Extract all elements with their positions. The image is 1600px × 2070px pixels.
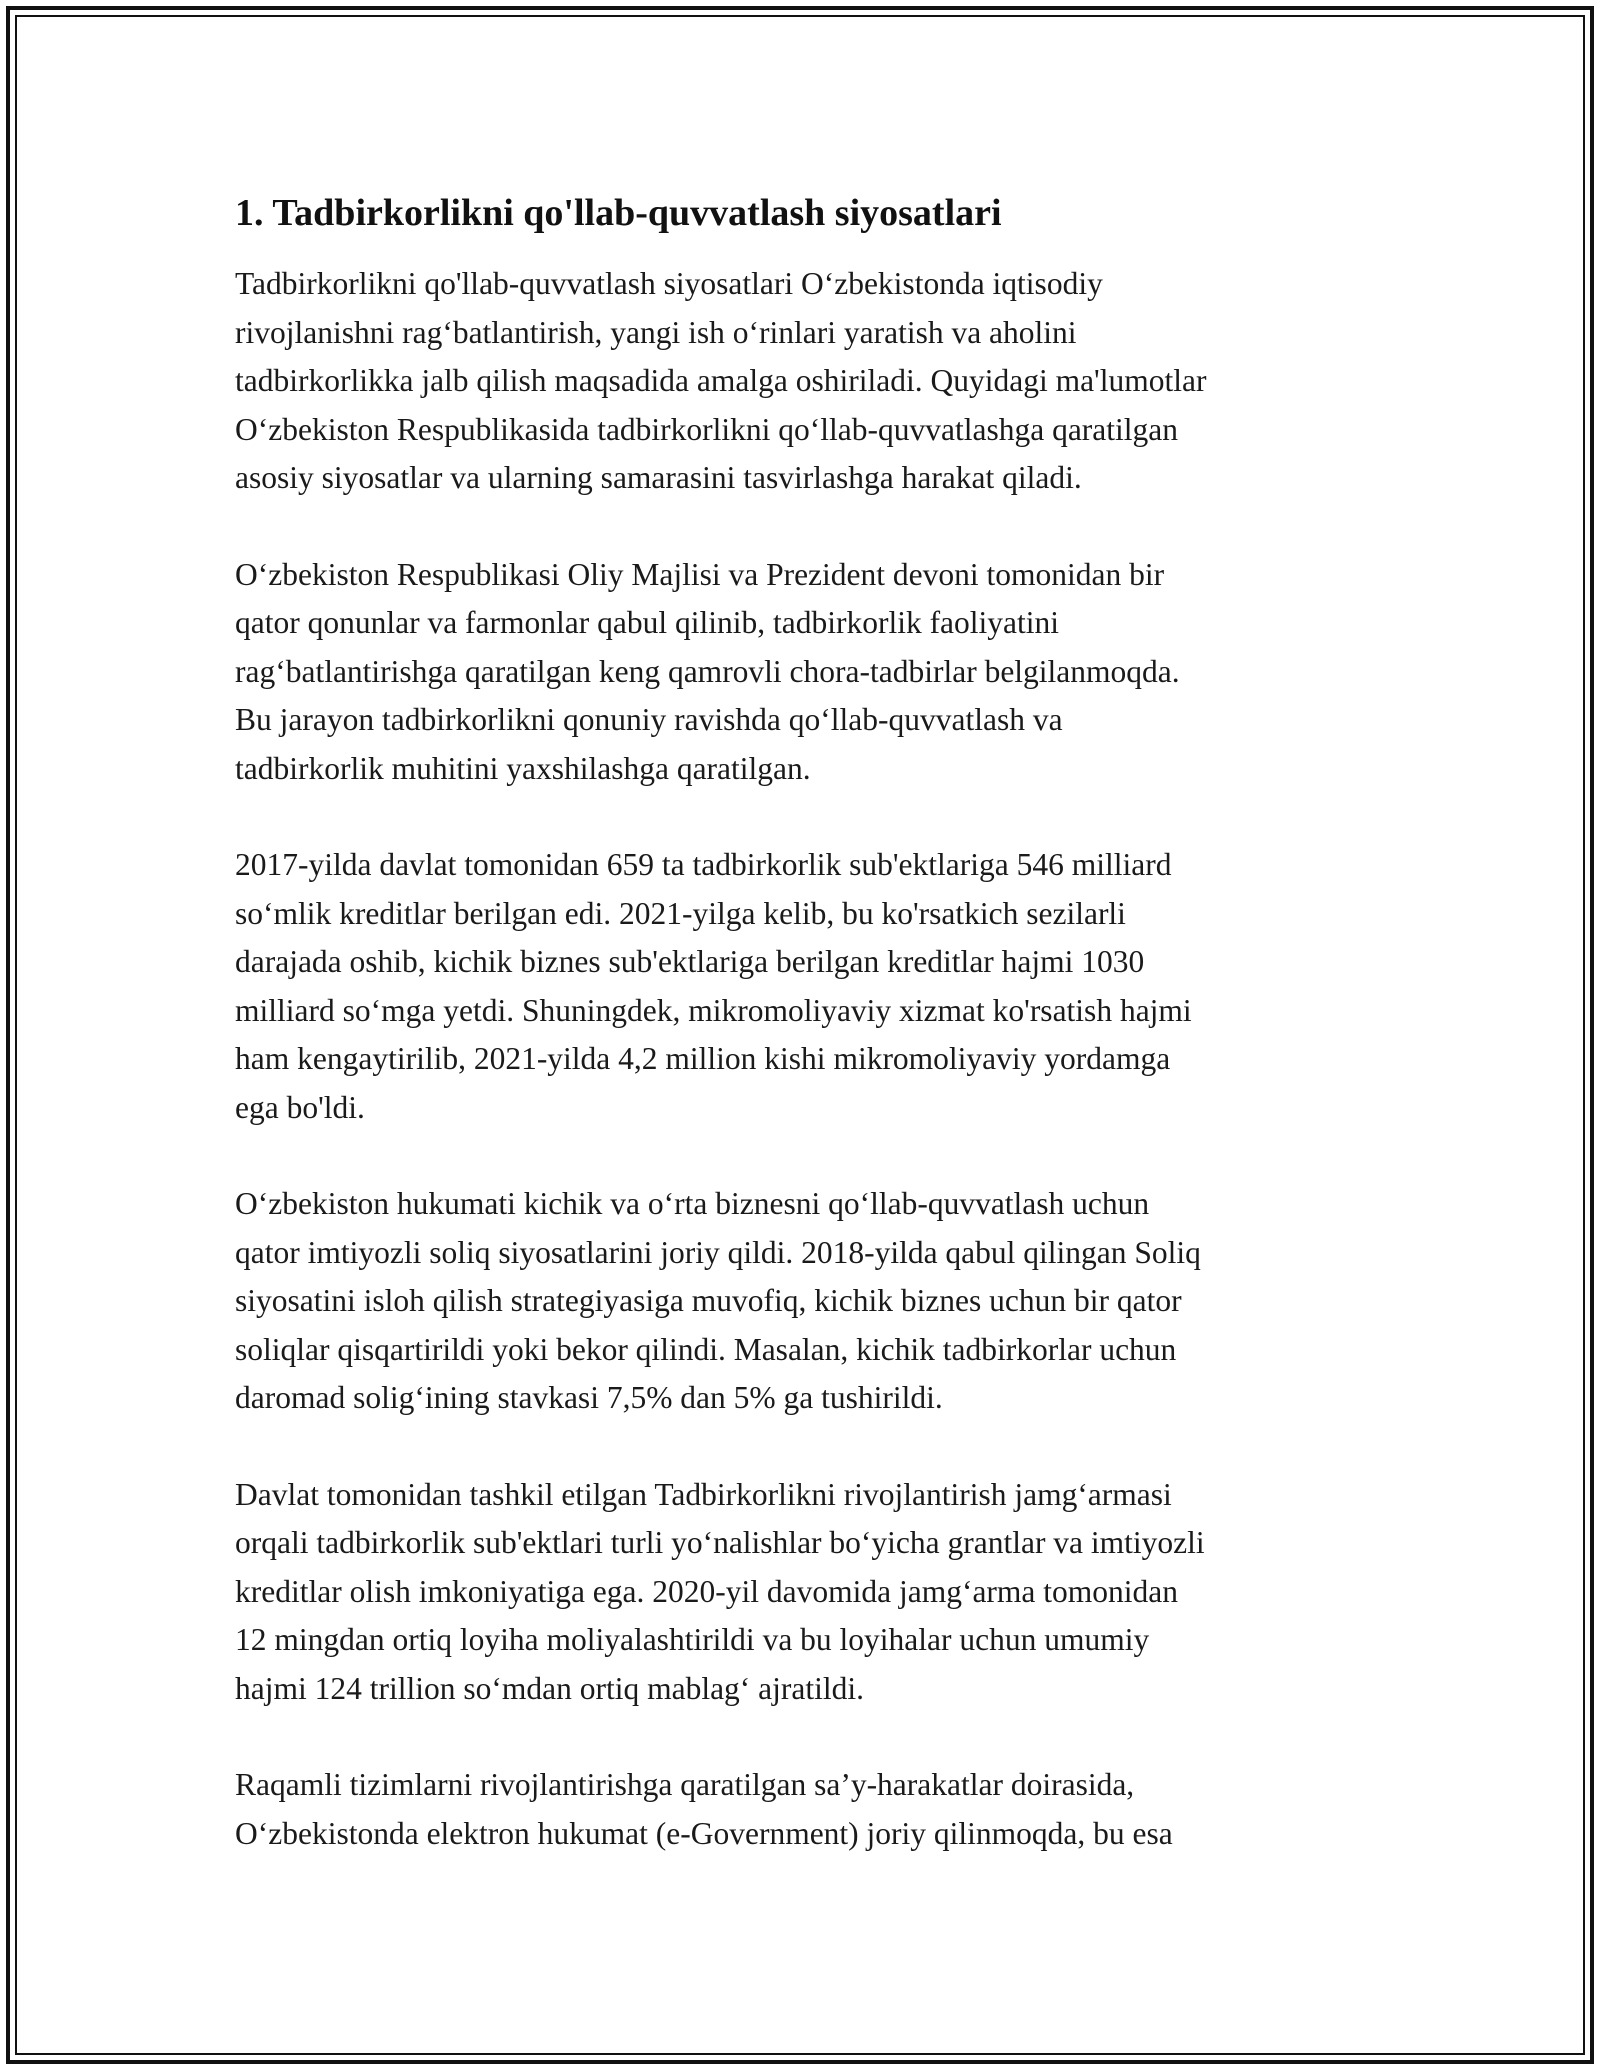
paragraph-line: tadbirkorlik muhitini yaxshilashga qaratilgan. <box>235 750 811 786</box>
paragraph-4 <box>235 1180 1375 1423</box>
section-title: 1. Tadbirkorlikni qo'llab-quvvatlash siyosatlari <box>235 192 1002 234</box>
paragraph-line: Bu jarayon tadbirkorlikni qonuniy ravishda qo‘llab-quvvatlash va <box>235 702 1063 737</box>
paragraph-line: ega bo'ldi. <box>235 1089 365 1125</box>
paragraph-6 <box>235 1761 1375 1858</box>
paragraph-line: orqali tadbirkorlik sub'ektlari turli yo‘nalishlar bo‘yicha grantlar va imtiyozli <box>235 1525 1205 1560</box>
paragraph-line: rivojlanishni rag‘batlantirish, yangi ish o‘rinlari yaratish va aholini <box>235 314 1077 350</box>
paragraph-line: O‘zbekiston hukumati kichik va o‘rta biznesni qo‘llab-quvvatlash uchun <box>235 1186 1150 1221</box>
paragraph-line: Raqamli tizimlarni rivojlantirishga qaratilgan sa’y-harakatlar doirasida, <box>235 1767 1135 1802</box>
paragraph-line: siyosatini isloh qilish strategiyasiga muvofiq, kichik biznes uchun bir qator <box>235 1283 1182 1318</box>
paragraph-line: rag‘batlantirishga qaratilgan keng qamrovli chora-tadbirlar belgilanmoqda. <box>235 653 1180 689</box>
paragraph-1 <box>235 260 1375 503</box>
paragraph-line: 12 mingdan ortiq loyiha moliyalashtirildi va bu loyihalar uchun umumiy <box>235 1622 1150 1657</box>
paragraph-line: ham kengaytirilib, 2021-yilda 4,2 million kishi mikromoliyaviy yordamga <box>235 1041 1171 1076</box>
paragraph-line: asosiy siyosatlar va ularning samarasini tasvirlashga harakat qiladi. <box>235 460 1082 495</box>
paragraph-line: O‘zbekistonda elektron hukumat (e-Government) joriy qilinmoqda, bu esa <box>235 1815 1173 1851</box>
paragraph-3 <box>235 841 1375 1132</box>
paragraph-line: tadbirkorlikka jalb qilish maqsadida amalga oshiriladi. Quyidagi ma'lumotlar <box>235 363 1207 398</box>
paragraph-line: hajmi 124 trillion so‘mdan ortiq mablag‘ ajratildi. <box>235 1670 865 1706</box>
paragraph-5 <box>235 1471 1375 1714</box>
paragraph-line: qator qonunlar va farmonlar qabul qilinib, tadbirkorlik faoliyatini <box>235 605 1060 640</box>
paragraph-line: Tadbirkorlikni qo'llab-quvvatlash siyosatlari O‘zbekistonda iqtisodiy <box>235 266 1103 301</box>
paragraph-line: Davlat tomonidan tashkil etilgan Tadbirkorlikni rivojlantirish jamg‘armasi <box>235 1476 1172 1512</box>
paragraph-line: darajada oshib, kichik biznes sub'ektlariga berilgan kreditlar hajmi 1030 <box>235 944 1145 979</box>
paragraph-2 <box>235 551 1375 794</box>
paragraph-line: O‘zbekiston Respublikasi Oliy Majlisi va Prezident devoni tomonidan bir <box>235 556 1165 592</box>
paragraph-line: daromad solig‘ining stavkasi 7,5% dan 5% ga tushirildi. <box>235 1380 943 1415</box>
document-content <box>235 188 1375 1906</box>
paragraph-line: so‘mlik kreditlar berilgan edi. 2021-yilga kelib, bu ko'rsatkich sezilarli <box>235 895 1126 931</box>
paragraph-line: qator imtiyozli soliq siyosatlarini joriy qildi. 2018-yilda qabul qilingan Soliq <box>235 1234 1201 1270</box>
paragraph-line: O‘zbekiston Respublikasida tadbirkorlikni qo‘llab-quvvatlashga qaratilgan <box>235 411 1179 447</box>
paragraph-line: 2017-yilda davlat tomonidan 659 ta tadbirkorlik sub'ektlariga 546 milliard <box>235 847 1172 882</box>
paragraph-line: kreditlar olish imkoniyatiga ega. 2020-yil davomida jamg‘arma tomonidan <box>235 1573 1179 1609</box>
paragraph-line: milliard so‘mga yetdi. Shuningdek, mikromoliyaviy xizmat ko'rsatish hajmi <box>235 992 1192 1028</box>
paragraph-line: soliqlar qisqartirildi yoki bekor qilindi. Masalan, kichik tadbirkorlar uchun <box>235 1331 1177 1367</box>
